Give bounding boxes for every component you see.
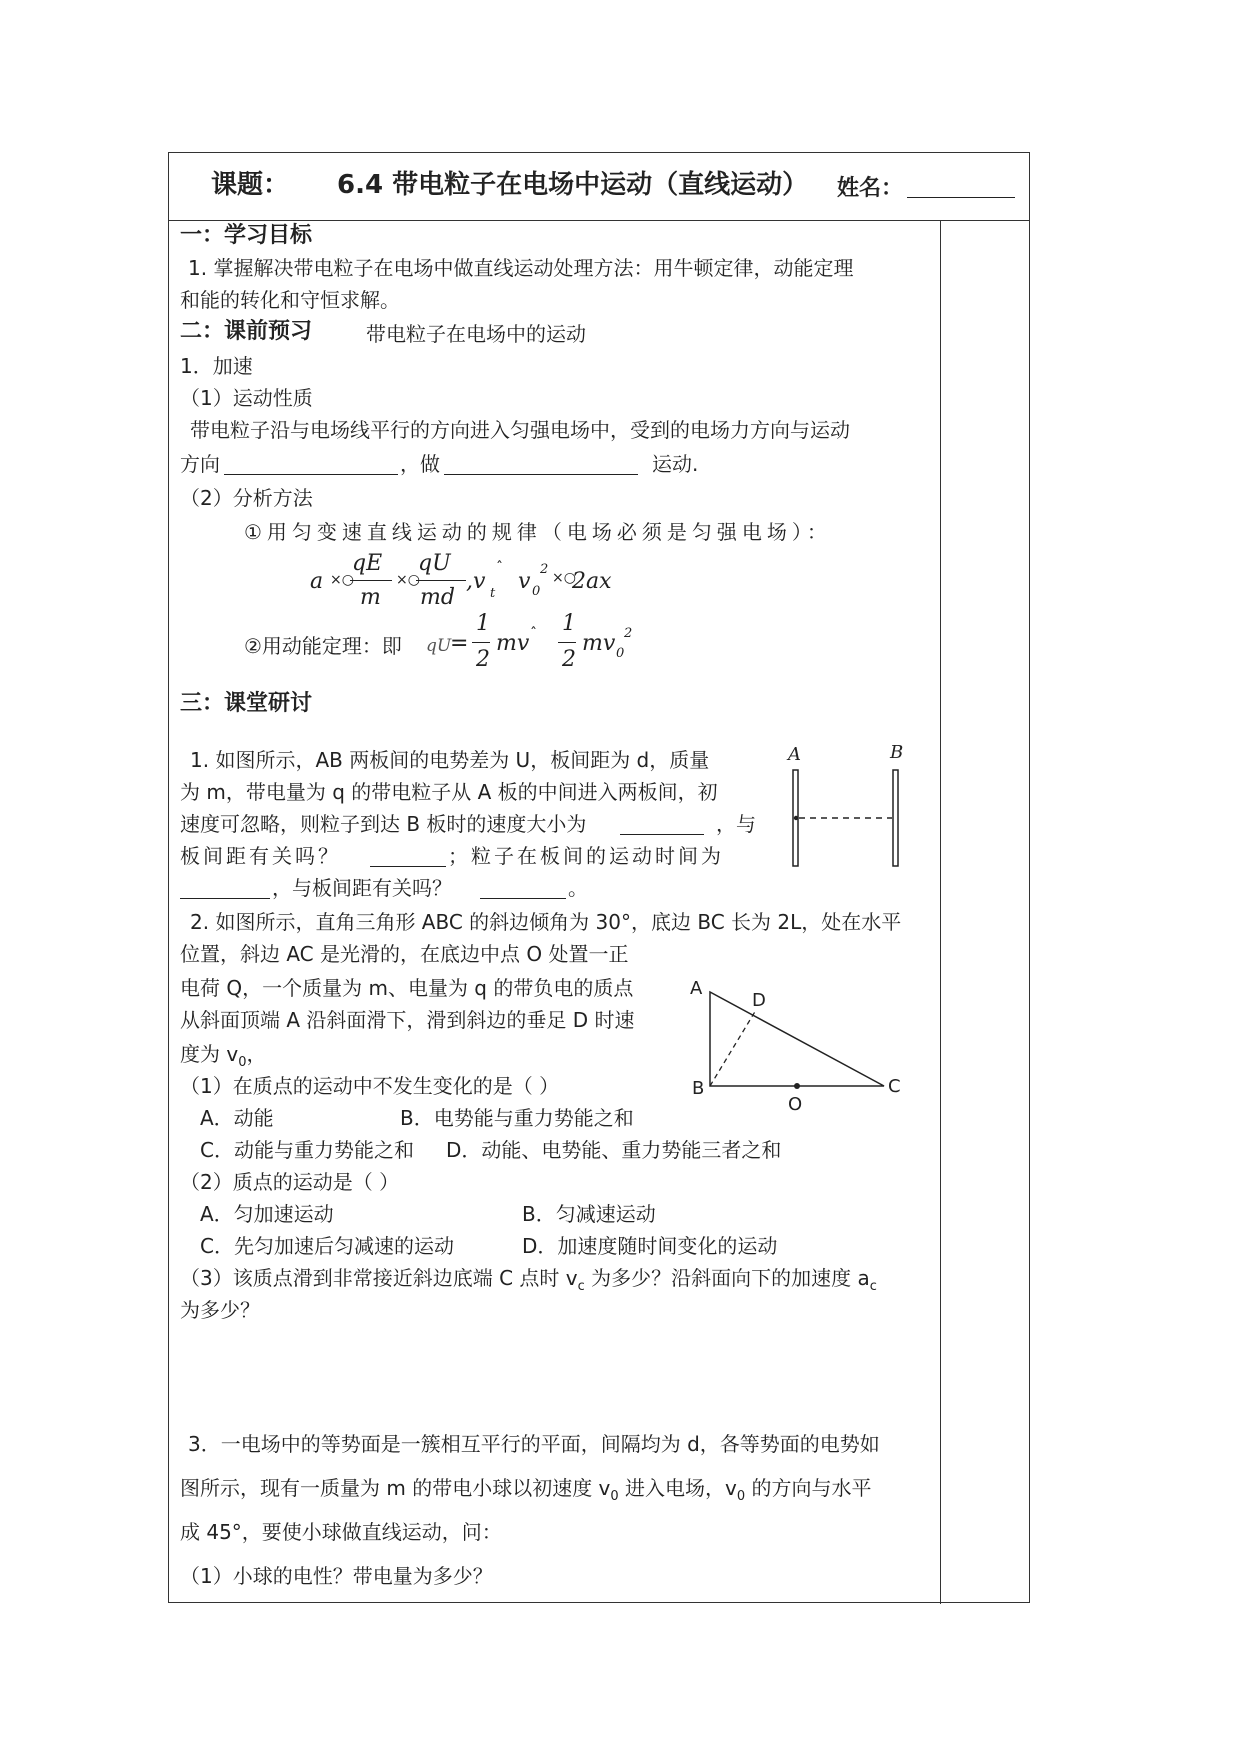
goal-line-1: 1. 掌握解决带电粒子在电场中做直线运动处理方法：用牛顿定律，动能定理 — [188, 256, 854, 280]
q2-p1-option-d: D．动能、电势能、重力势能三者之和 — [446, 1138, 782, 1162]
name-label: 姓名： — [837, 176, 904, 201]
name-field[interactable] — [907, 177, 1015, 198]
plate-a-label: A — [788, 744, 801, 765]
blank-speed[interactable] — [620, 814, 704, 835]
nature-line-2c: 运动. — [652, 452, 699, 476]
altitude-bd — [710, 1010, 756, 1086]
q2-p1-option-a: A．动能 — [200, 1106, 274, 1130]
triangle-abc — [710, 992, 884, 1086]
plates-diagram — [780, 742, 910, 870]
vertex-c-label: C — [888, 1076, 901, 1097]
q1-line-4b: ；粒子在板间的运动时间为 — [448, 844, 724, 868]
q3-line-2: 图所示，现有一质量为 m 的带电小球以初速度 $v_0$ 进入电场，$v_0$ 的方向与水平 — [180, 1476, 872, 1504]
point-o-label: O — [788, 1094, 803, 1112]
particle — [794, 816, 798, 820]
q1-line-3a: 速度可忽略，则粒子到达 B 板时的速度大小为 — [180, 812, 587, 836]
q2-p2-option-b: B．匀减速运动 — [522, 1202, 656, 1226]
q1-line-3b: ，与 — [716, 812, 756, 836]
formula-kinematics: a ×○ qE m ×○ qU md ,v t ˆ v 0 2 ×○ 2ax — [310, 551, 612, 610]
q2-line-2: 位置，斜边 AC 是光滑的，在底边中点 O 处置一正 — [180, 942, 629, 966]
title-row — [169, 153, 1029, 221]
q2-line-5: 度为 $v_0$， — [180, 1042, 267, 1070]
side-column-divider — [940, 221, 941, 1604]
q2-part-1: （1）在质点的运动中不发生变化的是（ ） — [180, 1074, 560, 1098]
q2-p2-option-a: A．匀加速运动 — [200, 1202, 334, 1226]
nature-line-1: 带电粒子沿与电场线平行的方向进入匀强电场中，受到的电场力方向与运动 — [190, 418, 850, 442]
accel-label: 1．加速 — [180, 354, 253, 378]
q1-line-2: 为 m，带电量为 q 的带电粒子从 A 板的中间进入两板间，初 — [180, 780, 718, 804]
formula-energy: qU = 1 2 mv ˆ 1 2 mv 0 2 — [426, 611, 633, 672]
q2-p1-option-c: C．动能与重力势能之和 — [200, 1138, 414, 1162]
q2-line-4: 从斜面顶端 A 沿斜面滑下，滑到斜边的垂足 D 时速 — [180, 1008, 635, 1032]
q2-part-3-line-2: 为多少？ — [180, 1298, 260, 1322]
method-2: ②用动能定理：即 — [244, 634, 402, 658]
plate-b — [893, 770, 898, 866]
section-heading-classroom: 三：课堂研讨 — [180, 691, 313, 716]
blank-motion[interactable] — [444, 454, 638, 475]
nature-label: （1）运动性质 — [180, 386, 313, 410]
triangle-diagram — [684, 972, 914, 1112]
q2-part-2: （2）质点的运动是（ ） — [180, 1170, 400, 1194]
q2-line-3: 电荷 Q，一个质量为 m、电量为 q 的带负电的质点 — [180, 976, 634, 1000]
section-heading-preview: 二：课前预习 — [180, 319, 313, 344]
method-label: （2）分析方法 — [180, 486, 313, 510]
page-title: 6.4 带电粒子在电场中运动（直线运动） — [337, 170, 809, 200]
nature-line-2b: ，做 — [400, 452, 440, 476]
title-prefix: 课题： — [211, 170, 290, 200]
q3-part-1: （1）小球的电性？带电量为多少？ — [180, 1564, 493, 1588]
method-1: ①用匀变速直线运动的规律（电场必须是匀强电场）： — [244, 520, 832, 544]
q1-line-1: 1. 如图所示，AB 两板间的电势差为 U，板间距为 d，质量 — [190, 748, 710, 772]
nature-line-2a: 方向 — [180, 452, 220, 476]
vertex-a-label: A — [690, 978, 703, 999]
section-heading-goals: 一：学习目标 — [180, 223, 313, 248]
q1-line-5b: 。 — [568, 876, 588, 900]
q2-part-3: （3）该质点滑到非常接近斜边底端 C 点时 $v_c$ 为多少？沿斜面向下的加速度 $a_c$ — [180, 1266, 877, 1294]
point-d-label: D — [752, 990, 766, 1011]
vertex-b-label: B — [692, 1078, 705, 1099]
q2-p2-option-c: C．先匀加速后匀减速的运动 — [200, 1234, 454, 1258]
plate-b-label: B — [890, 742, 904, 763]
blank-relation-1[interactable] — [370, 846, 446, 867]
point-o — [794, 1083, 800, 1089]
q2-p1-option-b: B．电势能与重力势能之和 — [400, 1106, 634, 1130]
q3-line-1: 3．一电场中的等势面是一簇相互平行的平面，间隔均为 d，各等势面的电势如 — [188, 1432, 880, 1456]
q2-line-1: 2. 如图所示，直角三角形 ABC 的斜边倾角为 30°，底边 BC 长为 2L，处在水平 — [190, 910, 902, 934]
blank-direction[interactable] — [224, 454, 398, 475]
blank-time[interactable] — [180, 878, 270, 899]
goal-line-2: 和能的转化和守恒求解。 — [180, 288, 400, 312]
q3-line-3: 成 45°，要使小球做直线运动，问： — [180, 1520, 502, 1544]
blank-relation-2[interactable] — [480, 878, 566, 899]
preview-subtitle: 带电粒子在电场中的运动 — [366, 322, 586, 346]
q1-line-4a: 板间距有关吗？ — [180, 844, 341, 868]
q1-line-5a: ，与板间距有关吗？ — [272, 876, 452, 900]
q2-p2-option-d: D．加速度随时间变化的运动 — [522, 1234, 778, 1258]
